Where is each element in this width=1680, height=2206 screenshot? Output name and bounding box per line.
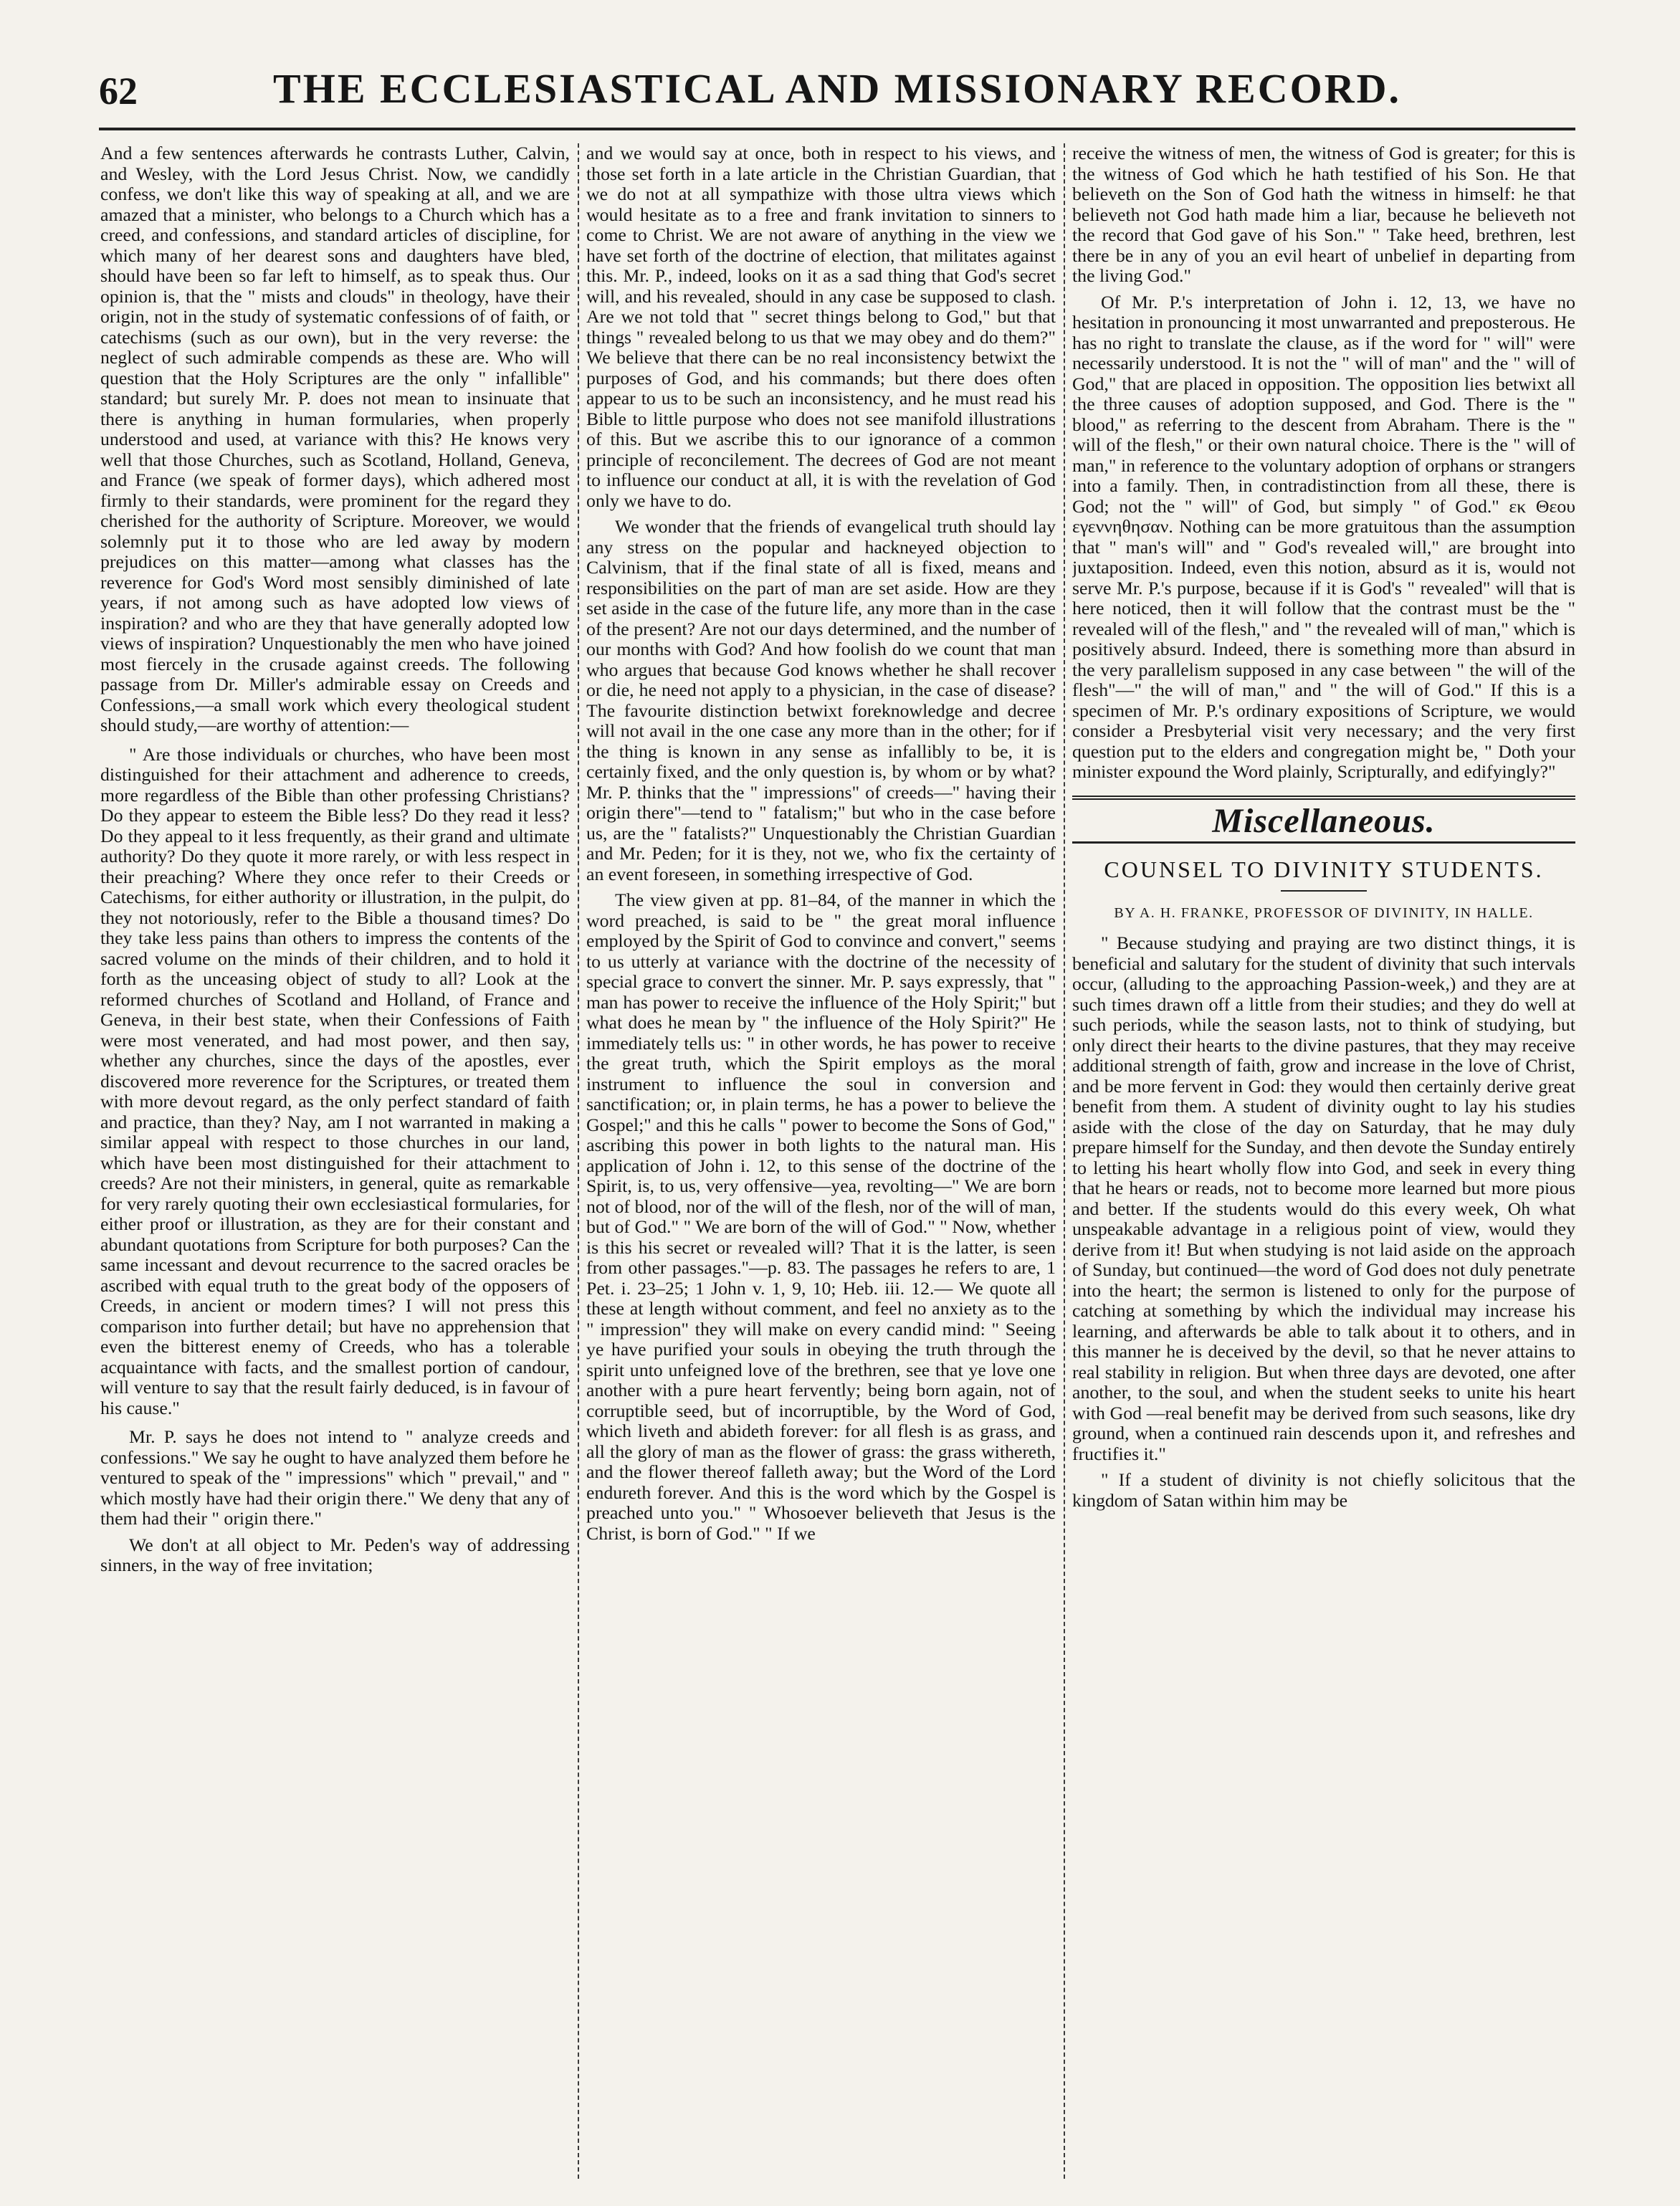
paragraph: The view given at pp. 81–84, of the manner in which the word preached, is said to be " the great moral influence employed by the Spirit of God to convince and convert," seems to us utterly at variance with the doctrine of the necessity of special grace to convert the sinner. Mr. P. says expressly, that " man has power to receive the influence of the Holy Spirit;" but what does he mean by " the influence of the Holy Spirit?" He immediately tells us: " in other words, he has power to receive the great truth, which the Spirit employs as the moral instrument to influence the soul in conversion and sanctification; or, in plain terms, he has a power to believe the Gospel;" and this he calls " power to become the Sons of God," ascribing this power in both lights to the natural man. His application of John i. 12, to this sense of the doctrine of the Spirit, is, to us, very offensive—yea, revolting—" We are born not of blood, nor of the will of the flesh, nor of the will of man, but of God." " We are born of the will of God." " Now, whether is this his secret or revealed will? That it is the latter, is seen from other passages."—p. 83. The passages he refers to are, 1 Pet. i. 23–25; 1 John v. 1, 9, 10; Heb. iii. 12.— We quote all these at length without comment, and feel no anxiety as to the " impression" they will make on every candid mind: " Seeing ye have purified your souls in obeying the truth through the spirit unto unfeigned love of the brethren, see that ye love one another with a pure heart fervently; being born again, not of corruptible seed, but of incorruptible, by the Word of God, which liveth and abideth forever: for all flesh is as grass, and all the glory of man as the flower of grass: the grass withereth, and the flower thereof falleth away; but the Word of the Lord endureth forever. And this is the word which by the Gospel is preached unto you." " Whosoever believeth that Jesus is the Christ, is born of God." " If we (586, 889, 1056, 1544)
title-rule (1281, 890, 1367, 892)
paragraph: We don't at all object to Mr. Peden's way of addressing sinners, in the way of free invitation; (100, 1534, 570, 1575)
quotation-miller: " Are those individuals or churches, who have been most distinguished for their attachment and adherence to creeds, more regardless of the Bible than other professing Christians? Do they appear to esteem the Bible less? Do they read it less? Do they appeal to it less frequently, as their grand and ultimate authority? Do they quote it more rarely, or with less respect in their preaching? Where they once refer to their Creeds or Catechisms, for either authority or illustration, in the pulpit, do they not notoriously, refer to the Bible a thousand times? Do they take less pains than others to impress the contents of the sacred volume on the minds of their children, and to hold it forth as the unceasing object of study to all? Look at the reformed churches of Scotland and Holland, of France and Geneva, in their best state, when their Confessions of Faith were most venerated, and had most power, and then say, whether any churches, since the days of the apostles, ever discovered more reverence for the Scriptures, or treated them with more devout regard, as the only perfect standard of faith and practice, than they? Nay, am I not warranted in making a similar appeal with respect to those churches in our land, which have been most distinguished for their attachment to creeds? Are not their ministers, in general, quite as remarkable for very rarely quoting their own ecclesiastical formularies, for either proof or illustration, as they are for their constant and abundant quotations from Scripture for both purposes? Can the same incessant and devout recurrence to the sacred oracles be ascribed with equal truth to the great body of the opposers of Creeds, in ancient or modern times? I will not press this comparison into further detail; but have no apprehension that even the bitterest enemy of Creeds, who has a tolerable acquaintance with facts, and the smallest portion of candour, will venture to say that the result fairly deduced, is in favour of his cause." (100, 743, 570, 1418)
column-2 (586, 143, 1056, 2179)
header-rule (99, 128, 1575, 130)
column-divider (578, 143, 579, 2179)
paragraph: and we would say at once, both in respect to his views, and those set forth in a late article in the Christian Guardian, that we do not at all sympathize with those ultra views which would hesitate as to a free and frank invitation to sinners to come to Christ. We are not aware of anything in the view we have set forth of the doctrine of election, that militates against this. Mr. P., indeed, looks on it as a sad thing that God's secret will, and his revealed, should in any case be supposed to clash. Are we not told that " secret things belong to God," but that things " revealed belong to us that we may obey and do them?" We believe that there can be no real inconsistency betwixt the purposes of God, and his commands; but there does often appear to us to be such an inconsistency, and he must read his Bible to little purpose who does not see manifold illustrations of this. But we ascribe this to our ignorance of a common principle of reconcilement. The decrees of God are not meant to influence our conduct at all, it is with the revelation of God only we have to do. (586, 143, 1056, 511)
page-header (99, 65, 1575, 120)
paragraph: " Because studying and praying are two distinct things, it is beneficial and salutary for the student of divinity that such intervals occur, (alluding to the approaching Passion-week,) and they are at such times drawn off a little from their studies; and they do well at such periods, while the season lasts, not to think of studying, but only direct their hearts to the divine pastures, that they may receive additional strength of faith, grow and increase in the love of Christ, and be more fervent in God: they would then certainly derive great benefit from them. A student of divinity ought to lay his studies aside with the close of the day on Saturday, that he may duly prepare himself for the Sunday, and then devote the Sunday entirely to letting his heart wholly flow into God, and seek in every thing that he hears or reads, not to become more learned but more pious and better. If the students would do this every week, Oh what unspeakable advantage in a religious point of view, would they derive from it! But when studying is not laid aside on the approach of Sunday, but continued—the word of God does not duly penetrate into the heart; the sermon is listened to only for the purpose of catching at something by which the individual may increase his learning, and afterwards be able to talk about it to others, and in this manner he is deceived by the devil, so that he never attains to real stability in religion. But when three days are devoted, one after another, to the soul, and when the student seeks to unite his heart with God —real benefit may be derived from such seasons, like dry ground, when a continued rain descends upon it, and refreshes and fructifies it." (1072, 932, 1575, 1464)
paragraph: Mr. P. says he does not intend to " analyze creeds and confessions." We say he ought to have analyzed them before he ventured to speak of the " impressions" which " prevail," and " which mostly have had their origin there." We deny that any of them had their " origin there." (100, 1426, 570, 1529)
section-title: Miscellaneous. (1212, 801, 1436, 840)
paragraph: Of Mr. P.'s interpretation of John i. 12, 13, we have no hesitation in pronouncing it most unwarranted and preposterous. He has no right to translate the clause, as if the word for " will" were necessarily understood. It is not the " will of man" and the " will of God," that are placed in opposition. The opposition lies betwixt all the three causes of adoption supposed, and God. There is the " blood," as referring to the descent from Abraham. There is the " will of the flesh," or their own natural choice. There is the " will of man," in reference to the voluntary adoption of orphans or strangers into a family. Then, in contradistinction from all these, there is God; not the " will" of God, but simply " of God." εκ Θεου εγεννηθησαν. Nothing can be more gratuitous than the assumption that " man's will" and " God's revealed will," are brought into juxtaposition. Indeed, even this notion, absurd as it is, would not serve Mr. P.'s purpose, because if it is God's " revealed" will that is here noticed, then it will follow that the contrast must be the " revealed will of the flesh," and " the revealed will of man," which is positively absurd. Indeed, there is something more than absurd in the very parallelism supposed in any case between " the will of the flesh"—" the will of man," and " the will of God." If this is a specimen of Mr. P.'s ordinary expositions of Scripture, we would consider a Presbyterial visit very necessary; and the very first question put to the elders and congregation might be, " Doth your minister expound the Word plainly, Scripturally, and edifyingly?" (1072, 291, 1575, 782)
paragraph: We wonder that the friends of evangelical truth should lay any stress on the popular and hackneyed objection to Calvinism, that if the final state of all is fixed, means and responsibilities on the part of man are set aside. How are they set aside in the case of the future life, any more than in the case of the present? Are not our days determined, and the number of our months with God? And how foolish do we count that man who argues that because God knows whether he shall recover or die, he need not apply to a physician, in the case of disease? The favourite distinction betwixt foreknowledge and decree will not avail in the one case any more than in the other; for if the thing is known in any sense as infallibly to be, it is certainly fixed, and the only question is, by whom or by what? Mr. P. thinks that the " impressions" of creeds—" having their origin there"—tend to " fatalism;" but who in the case before us, are the " fatalists?" Unquestionably the Christian Guardian and Mr. Peden; for it is they, not we, who fix the certainty of an event foreseen, in something irrespective of God. (586, 516, 1056, 884)
column-divider (1064, 143, 1065, 2179)
byline: BY A. H. FRANKE, PROFESSOR OF DIVINITY, IN HALLE. (1114, 904, 1534, 921)
paragraph: And a few sentences afterwards he contrasts Luther, Calvin, and Wesley, with the Lord Jesus Christ. Now, we candidly confess, we don't like this way of speaking at all, and we are amazed that a minister, who belongs to a Church which has a creed, and confessions, and standard articles of discipline, for which many of her dearest sons and daughters have bled, should have been so far left to himself, as to speak thus. Our opinion is, that the " mists and clouds" in theology, have their origin, not in the study of systematic confessions of of faith, or catechisms (such as our own), but in the very reverse: the neglect of such admirable compends as these are. Who will question that the Holy Scriptures are the only " infallible" standard; but surely Mr. P. does not mean to insinuate that there is anything in human formularies, when properly understood and used, at variance with this? He knows very well that those Churches, such as Scotland, Holland, Geneva, and France (we speak of former days), which adhered most firmly to their standards, were prominent for the regard they cherished for the authority of Scripture. Moreover, we would solemnly put it to those who are led away by modern prejudices on this matter—among what classes has the reverence for God's Word most sensibly diminished of late years, if not among such as have adopted low views of inspiration? and who are they that have generally adopted low views of inspiration? Unquestionably the men who have joined most fiercely in the crusade against creeds. The following passage from Dr. Miller's admirable essay on Creeds and Confessions,—a small work which every theological student should study,—are worthy of attention:— (100, 143, 570, 735)
article-title: COUNSEL TO DIVINITY STUDENTS. (1104, 856, 1544, 882)
column-1 (100, 143, 570, 2179)
section-divider (1072, 796, 1575, 800)
paragraph: " If a student of divinity is not chiefly solicitous that the kingdom of Satan within him may be (1072, 1469, 1575, 1511)
section-divider (1072, 841, 1575, 844)
page-number: 62 (99, 70, 138, 113)
journal-title: THE ECCLESIASTICAL AND MISSIONARY RECORD. (273, 65, 1401, 112)
paragraph: receive the witness of men, the witness of God is greater; for this is the witness of God which he hath testified of his Son. He that believeth on the Son of God hath the witness in himself: he that believeth not God hath made him a liar, because he believeth not the record that God gave of his Son." " Take heed, brethren, lest there be in any of you an evil heart of unbelief in departing from the living God." (1072, 143, 1575, 286)
column-3 (1072, 143, 1575, 2179)
